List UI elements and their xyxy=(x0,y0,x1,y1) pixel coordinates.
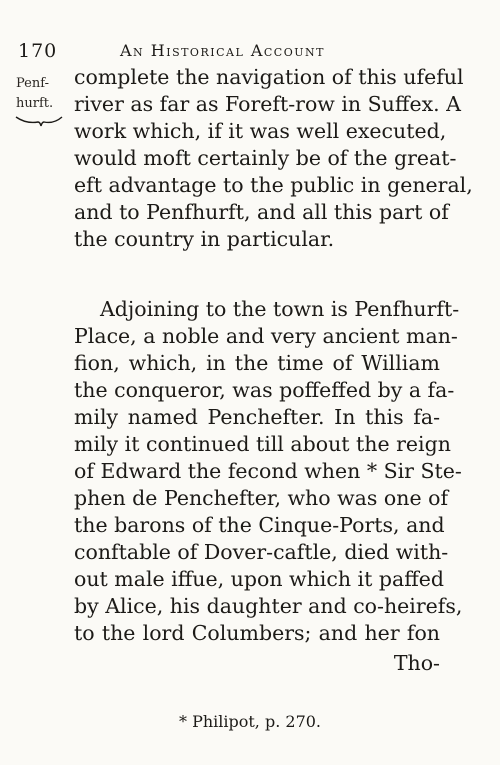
text-line: Adjoining to the town is Penfhurft- xyxy=(100,297,460,321)
margin-note-line: Penf- xyxy=(16,76,49,91)
text-line: mily named Penchefter. In this fa- xyxy=(74,405,440,429)
catchword: Tho- xyxy=(393,651,440,675)
text-line: the country in particular. xyxy=(74,227,335,251)
footnote: * Philipot, p. 270. xyxy=(178,712,322,731)
text-line: would moft certainly be of the great- xyxy=(74,146,457,170)
text-line: eft advantage to the public in general, xyxy=(74,173,473,197)
text-line: complete the navigation of this ufeful xyxy=(74,65,464,89)
margin-note-line: hurft. xyxy=(16,96,54,111)
text-line: of Edward the fecond when * Sir Ste- xyxy=(74,459,462,483)
margin-note xyxy=(16,74,53,114)
text-line: Place, a noble and very ancient man- xyxy=(74,324,458,348)
running-title: An Historical Account xyxy=(120,41,325,60)
text-line: and to Penfhurft, and all this part of xyxy=(74,200,449,224)
text-line: fion, which, in the time of William xyxy=(74,351,440,375)
text-line: conftable of Dover-caftle, died with- xyxy=(74,540,449,564)
margin-brace-icon xyxy=(14,114,64,128)
text-line: by Alice, his daughter and co-heirefs, xyxy=(74,594,463,618)
text-line: to the lord Columbers; and her fon xyxy=(74,621,440,645)
text-line: out male iffue, upon which it paffed xyxy=(74,567,445,591)
page-header xyxy=(0,40,500,64)
text-line: river as far as Foreft-row in Suffex. A xyxy=(74,92,461,116)
text-line: mily it continued till about the reign xyxy=(74,432,451,456)
text-line: phen de Penchefter, who was one of xyxy=(74,486,449,510)
text-line: the barons of the Cinque-Ports, and xyxy=(74,513,445,537)
text-line: work which, if it was well executed, xyxy=(74,119,447,143)
text-line: the conqueror, was poffeffed by a fa- xyxy=(74,378,455,402)
page-number: 170 xyxy=(18,40,58,62)
